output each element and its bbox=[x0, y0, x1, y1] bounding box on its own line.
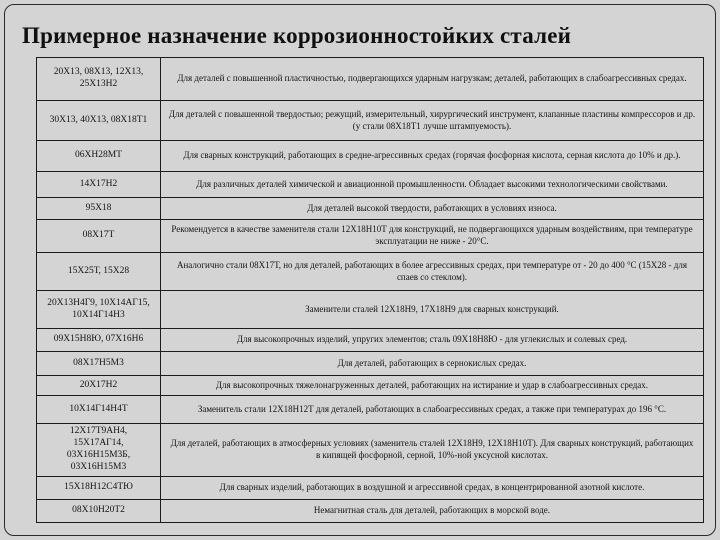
description-cell: Для деталей, работающих в сернокислых средах. bbox=[161, 352, 704, 376]
grade-cell: 06ХН28МТ bbox=[37, 141, 161, 172]
description-cell: Для высокопрочных изделий, упругих элементов; сталь 09Х18Н8Ю - для углекислых и солевых сред. bbox=[161, 329, 704, 352]
table-row bbox=[37, 101, 704, 141]
page-title: Примерное назначение коррозионностойких сталей bbox=[22, 23, 572, 49]
table-row bbox=[37, 198, 704, 220]
table-row bbox=[37, 476, 704, 499]
grade-cell: 95Х18 bbox=[37, 198, 161, 220]
description-cell: Аналогично стали 08Х17Т, но для деталей, работающих в более агрессивных средах, при температуре от - 20 до 400 °С (15Х28 - для спаев со стеклом). bbox=[161, 253, 704, 291]
table-row bbox=[37, 291, 704, 329]
table-row bbox=[37, 172, 704, 198]
grade-cell: 09Х15Н8Ю, 07Х16Н6 bbox=[37, 329, 161, 352]
grade-cell: 15Х18Н12С4ТЮ bbox=[37, 476, 161, 499]
description-cell: Рекомендуется в качестве заменителя стали 12Х18Н10Т для конструкций, не подвергающихся ударным воздействиям, при температуре эксплуатации не ниже - 20°С. bbox=[161, 220, 704, 253]
table-row bbox=[37, 376, 704, 396]
description-cell: Для высокопрочных тяжелонагруженных деталей, работающих на истирание и удар в слабоагрессивных средах. bbox=[161, 376, 704, 396]
grade-cell: 14Х17Н2 bbox=[37, 172, 161, 198]
table-row bbox=[37, 396, 704, 424]
grade-cell: 20Х13, 08Х13, 12Х13, 25Х13Н2 bbox=[37, 58, 161, 101]
grade-cell: 08Х17Н5М3 bbox=[37, 352, 161, 376]
grade-cell: 08Х17Т bbox=[37, 220, 161, 253]
steels-table bbox=[36, 57, 704, 523]
grade-cell: 08Х10Н20Т2 bbox=[37, 499, 161, 522]
table-row bbox=[37, 220, 704, 253]
table-row bbox=[37, 141, 704, 172]
description-cell: Для сварных изделий, работающих в воздушной и агрессивной средах, в концентрированной азотной кислоте. bbox=[161, 476, 704, 499]
description-cell: Заменитель стали 12Х18Н12Т для деталей, работающих в слабоагрессивных средах, а также при температурах до 196 °С. bbox=[161, 396, 704, 424]
table-row bbox=[37, 424, 704, 477]
grade-cell: 10Х14Г14Н4Т bbox=[37, 396, 161, 424]
grade-cell: 30Х13, 40Х13, 08Х18Т1 bbox=[37, 101, 161, 141]
steels-table-body bbox=[37, 58, 704, 523]
description-cell: Для сварных конструкций, работающих в средне-агрессивных средах (горячая фосфорная кислота, серная кислота до 10% и др.). bbox=[161, 141, 704, 172]
description-cell: Заменители сталей 12Х18Н9, 17Х18Н9 для сварных конструкций. bbox=[161, 291, 704, 329]
grade-cell: 15Х25Т, 15Х28 bbox=[37, 253, 161, 291]
grade-cell: 20Х13Н4Г9, 10Х14АГ15, 10Х14Г14Н3 bbox=[37, 291, 161, 329]
description-cell: Для деталей высокой твердости, работающих в условиях износа. bbox=[161, 198, 704, 220]
table-row bbox=[37, 352, 704, 376]
description-cell: Немагнитная сталь для деталей, работающих в морской воде. bbox=[161, 499, 704, 522]
grade-cell: 20Х17Н2 bbox=[37, 376, 161, 396]
grade-cell: 12Х17Т9АН4, 15Х17АГ14, 03Х16Н15М3Б, 03Х16Н15М3 bbox=[37, 424, 161, 477]
table-row bbox=[37, 499, 704, 522]
table-row bbox=[37, 329, 704, 352]
description-cell: Для деталей с повышенной твердостью; режущий, измерительный, хирургический инструмент, клапанные пластины компрессоров и др. (у стали 08Х18Т1 лучше штампуемость). bbox=[161, 101, 704, 141]
description-cell: Для деталей с повышенной пластичностью, подвергающихся ударным нагрузкам; деталей, работающих в слабоагрессивных средах. bbox=[161, 58, 704, 101]
table-row bbox=[37, 253, 704, 291]
table-row bbox=[37, 58, 704, 101]
description-cell: Для деталей, работающих в атмосферных условиях (заменитель сталей 12Х18Н9, 12Х18Н10Т). Для сварных конструкций, работающих в кипящей фосфорной, серной, 10%-ной уксусной кислотах. bbox=[161, 424, 704, 477]
description-cell: Для различных деталей химической и авиационной промышленности. Обладает высокими технологическими свойствами. bbox=[161, 172, 704, 198]
